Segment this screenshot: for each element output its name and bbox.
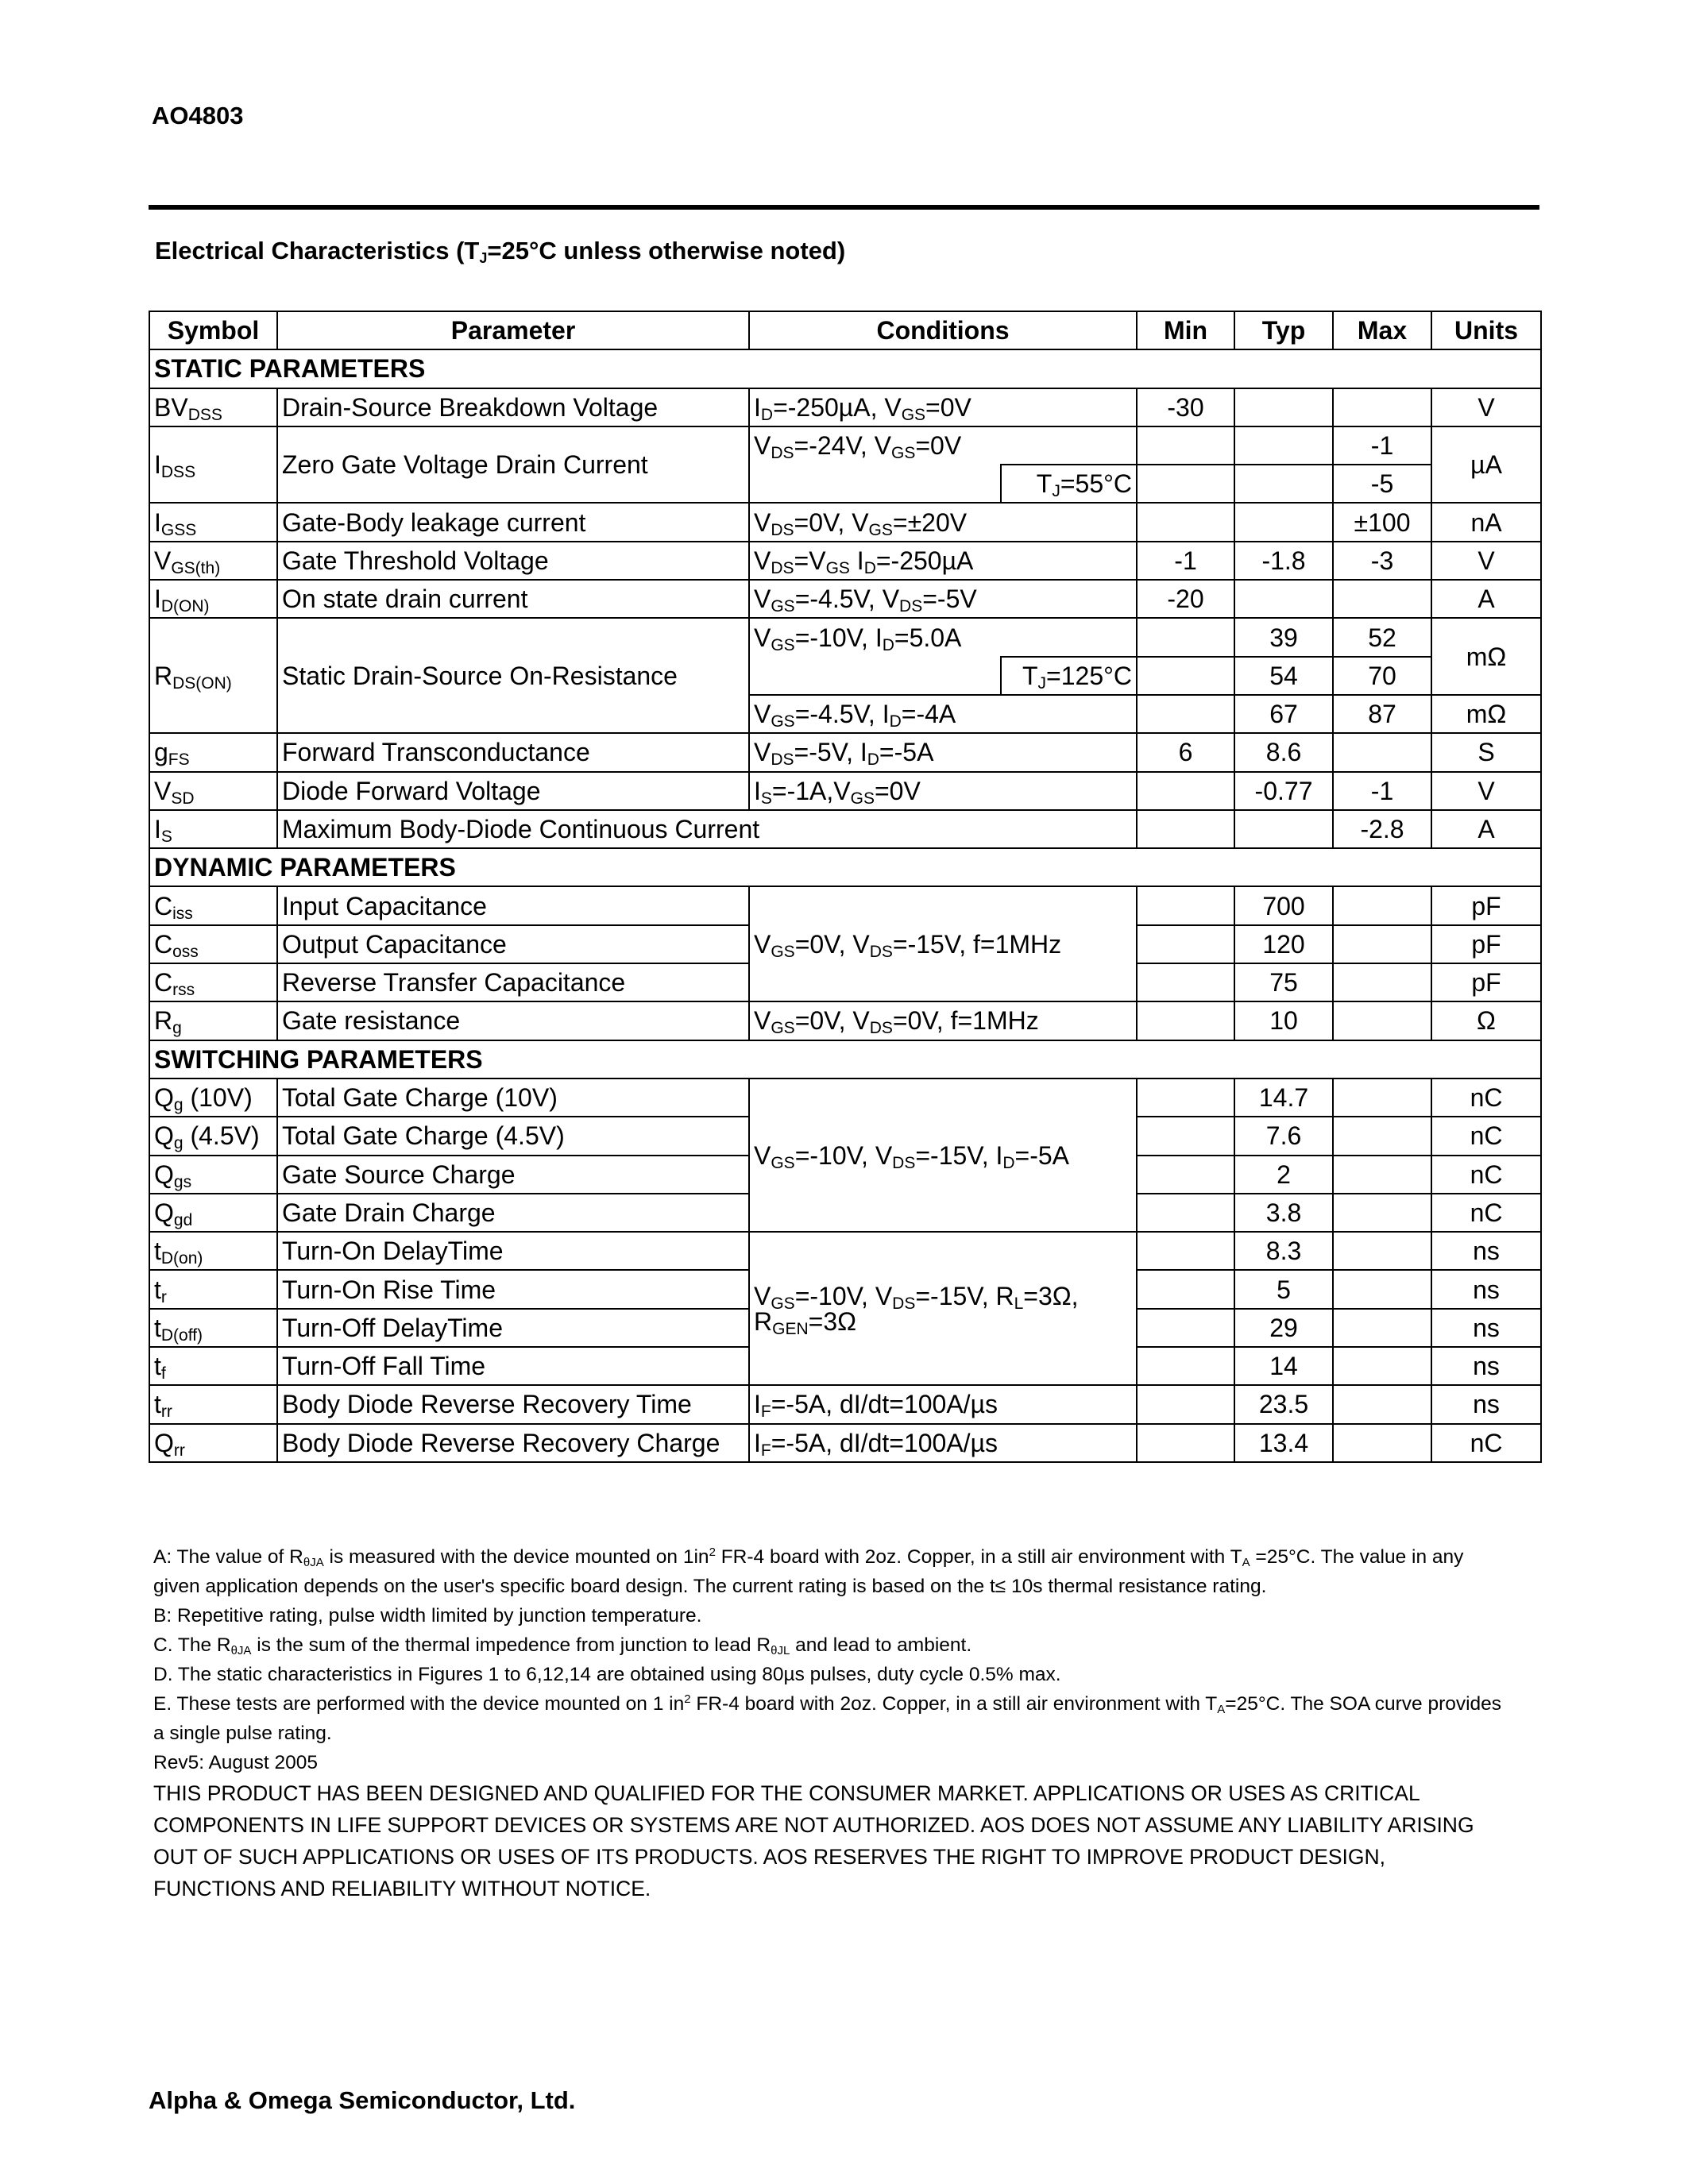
- parameter-cell: Gate Threshold Voltage: [277, 542, 749, 580]
- min-cell: [1137, 657, 1234, 695]
- table-row: [149, 772, 1541, 810]
- section-label: SWITCHING PARAMETERS: [149, 1040, 1541, 1078]
- table-header-row: [149, 311, 1541, 349]
- symbol-cell: $C_{iss}$: [149, 886, 277, 924]
- table-row: [149, 1078, 1541, 1117]
- disclaimer: THIS PRODUCT HAS BEEN DESIGNED AND QUALIFIED FOR THE CONSUMER MARKET. APPLICATIONS OR USES AS CRITICAL COMPONENTS IN LIFE SUPPORT DEVICES OR SYSTEMS ARE NOT AUTHORIZED. AOS DOES NOT ASSUME ANY LIABILITY ARISING OUT OF SUCH APPLICATIONS OR USES OF ITS PRODUCTS. AOS RESERVES THE RIGHT TO IMPROVE PRODUCT DESIGN, FUNCTIONS AND RELIABILITY WITHOUT NOTICE.: [153, 1781, 1474, 1900]
- symbol-cell: $C_{oss}$: [149, 925, 277, 963]
- parameter-cell: Forward Transconductance: [277, 733, 749, 771]
- max-cell: [1333, 886, 1431, 924]
- symbol-cell: $V_{SD}$: [149, 772, 277, 810]
- symbol-cell: $I_{DSS}$: [149, 426, 277, 504]
- units-cell: S: [1431, 733, 1541, 771]
- conditions-cell: $V_{DS}=V_{GS}$ $I_D=-250\mu A$: [749, 542, 1137, 580]
- table-row: [149, 503, 1541, 541]
- symbol-cell: $R_{DS(ON)}$: [149, 618, 277, 733]
- min-cell: [1137, 1232, 1234, 1270]
- min-cell: [1137, 503, 1234, 541]
- min-cell: [1137, 1270, 1234, 1308]
- units-cell: V: [1431, 542, 1541, 580]
- notes-block: [153, 1542, 1504, 1904]
- parameter-cell: Reverse Transfer Capacitance: [277, 963, 749, 1001]
- max-cell: 52: [1333, 618, 1431, 656]
- parameter-cell: Turn-Off DelayTime: [277, 1309, 749, 1347]
- typ-cell: 8.3: [1234, 1232, 1333, 1270]
- max-cell: [1333, 963, 1431, 1001]
- units-cell: ns: [1431, 1232, 1541, 1270]
- min-cell: [1137, 1001, 1234, 1040]
- min-cell: [1137, 1156, 1234, 1194]
- header-rule: [149, 205, 1539, 210]
- max-cell: [1333, 1309, 1431, 1347]
- electrical-characteristics-table: [149, 311, 1542, 1463]
- conditions-cell: $V_{DS}=-5V$, $I_D=-5A$: [749, 733, 1137, 771]
- min-cell: [1137, 810, 1234, 848]
- units-cell: ns: [1431, 1270, 1541, 1308]
- parameter-cell: Turn-On DelayTime: [277, 1232, 749, 1270]
- parameter-cell: Maximum Body-Diode Continuous Current: [277, 810, 1137, 848]
- min-cell: 6: [1137, 733, 1234, 771]
- conditions-spacer: [749, 465, 1001, 503]
- symbol-cell: $I_{D(ON)}$: [149, 580, 277, 618]
- col-header-max: Max: [1333, 311, 1431, 349]
- parameter-cell: Gate resistance: [277, 1001, 749, 1040]
- max-cell: [1333, 580, 1431, 618]
- typ-cell: 75: [1234, 963, 1333, 1001]
- section-row-static: [149, 349, 1541, 388]
- symbol-cell: $t_{D(on)}$: [149, 1232, 277, 1270]
- typ-cell: [1234, 426, 1333, 465]
- min-cell: -30: [1137, 388, 1234, 426]
- table-row: [149, 886, 1541, 924]
- units-cell: nC: [1431, 1117, 1541, 1155]
- part-number: AO4803: [152, 102, 244, 129]
- col-header-units: Units: [1431, 311, 1541, 349]
- symbol-cell: $BV_{DSS}$: [149, 388, 277, 426]
- col-header-symbol: Symbol: [149, 311, 277, 349]
- parameter-cell: Drain-Source Breakdown Voltage: [277, 388, 749, 426]
- min-cell: [1137, 1385, 1234, 1423]
- min-cell: [1137, 618, 1234, 656]
- parameter-cell: Body Diode Reverse Recovery Time: [277, 1385, 749, 1423]
- max-cell: [1333, 1078, 1431, 1117]
- tj-condition-cell: $T_J=55^\circ C$: [1001, 465, 1137, 503]
- units-cell: V: [1431, 772, 1541, 810]
- min-cell: [1137, 465, 1234, 503]
- typ-cell: 14: [1234, 1347, 1333, 1385]
- col-header-conditions: Conditions: [749, 311, 1137, 349]
- table-row: [149, 580, 1541, 618]
- symbol-cell: $V_{GS(th)}$: [149, 542, 277, 580]
- conditions-spacer: [749, 657, 1001, 695]
- typ-cell: -0.77: [1234, 772, 1333, 810]
- min-cell: [1137, 925, 1234, 963]
- min-cell: [1137, 695, 1234, 733]
- section-row-dynamic: [149, 848, 1541, 886]
- symbol-cell: $t_r$: [149, 1270, 277, 1308]
- min-cell: [1137, 886, 1234, 924]
- typ-cell: 23.5: [1234, 1385, 1333, 1423]
- symbol-cell: $C_{rss}$: [149, 963, 277, 1001]
- units-cell: ns: [1431, 1385, 1541, 1423]
- typ-cell: [1234, 465, 1333, 503]
- units-cell: nC: [1431, 1424, 1541, 1462]
- table-row: [149, 1232, 1541, 1270]
- max-cell: [1333, 1001, 1431, 1040]
- table-row: [149, 810, 1541, 848]
- max-cell: -5: [1333, 465, 1431, 503]
- note-a: A: The value of $R_{\theta JA}$ is measured with the device mounted on $1in^2$ FR-4 board with 2oz. Copper, in a still air environment with $T_A =25^\circ C$. The value in any given application depends on the user's specific board design. The current rating is based on the t≤ 10s thermal resistance rating.: [153, 1545, 1464, 1597]
- max-cell: [1333, 388, 1431, 426]
- units-cell: nC: [1431, 1078, 1541, 1117]
- typ-cell: 8.6: [1234, 733, 1333, 771]
- symbol-cell: $g_{FS}$: [149, 733, 277, 771]
- parameter-cell: Total Gate Charge (4.5V): [277, 1117, 749, 1155]
- revision: Rev5: August 2005: [153, 1752, 319, 1773]
- parameter-cell: Gate Source Charge: [277, 1156, 749, 1194]
- conditions-cell: $V_{GS}=-10V$, $V_{DS}=-15V$, $R_L=3\Omega$, $R_{GEN}=3\Omega$: [749, 1232, 1137, 1385]
- symbol-cell: $Q_{rr}$: [149, 1424, 277, 1462]
- typ-cell: 5: [1234, 1270, 1333, 1308]
- table-row: [149, 542, 1541, 580]
- symbol-cell: $Q_g$ (10V): [149, 1078, 277, 1117]
- section-label: STATIC PARAMETERS: [149, 349, 1541, 388]
- parameter-cell: Zero Gate Voltage Drain Current: [277, 426, 749, 504]
- parameter-cell: On state drain current: [277, 580, 749, 618]
- max-cell: [1333, 1156, 1431, 1194]
- max-cell: [1333, 1117, 1431, 1155]
- symbol-cell: $t_{D(off)}$: [149, 1309, 277, 1347]
- col-header-typ: Typ: [1234, 311, 1333, 349]
- col-header-parameter: Parameter: [277, 311, 749, 349]
- parameter-cell: Input Capacitance: [277, 886, 749, 924]
- table-row: [149, 733, 1541, 771]
- parameter-cell: Gate-Body leakage current: [277, 503, 749, 541]
- conditions-cell: $V_{GS}=0V$, $V_{DS}=0V$, f=1MHz: [749, 1001, 1137, 1040]
- table-row: [149, 618, 1541, 656]
- parameter-cell: Turn-On Rise Time: [277, 1270, 749, 1308]
- conditions-cell: $V_{GS}=0V$, $V_{DS}=-15V$, f=1MHz: [749, 886, 1137, 1001]
- table-row: [149, 1424, 1541, 1462]
- typ-cell: 7.6: [1234, 1117, 1333, 1155]
- section-row-switching: [149, 1040, 1541, 1078]
- typ-cell: -1.8: [1234, 542, 1333, 580]
- symbol-cell: $Q_g$ (4.5V): [149, 1117, 277, 1155]
- units-cell: pF: [1431, 886, 1541, 924]
- max-cell: [1333, 1270, 1431, 1308]
- min-cell: [1137, 1347, 1234, 1385]
- table-row: [149, 388, 1541, 426]
- units-cell: nC: [1431, 1194, 1541, 1232]
- units-cell: mΩ: [1431, 618, 1541, 695]
- parameter-cell: Total Gate Charge (10V): [277, 1078, 749, 1117]
- units-cell: pF: [1431, 925, 1541, 963]
- conditions-cell: $V_{GS}=-4.5V$, $I_D=-4A$: [749, 695, 1137, 733]
- symbol-cell: $Q_{gd}$: [149, 1194, 277, 1232]
- typ-cell: [1234, 810, 1333, 848]
- conditions-cell: $I_D=-250\mu A$, $V_{GS}=0V$: [749, 388, 1137, 426]
- note-c: C. The $R_{\theta JA}$ is the sum of the thermal impedence from junction to lead $R_{\theta JL}$ and lead to ambient.: [153, 1634, 972, 1657]
- symbol-cell: $I_S$: [149, 810, 277, 848]
- symbol-cell: $t_{rr}$: [149, 1385, 277, 1423]
- max-cell: -3: [1333, 542, 1431, 580]
- typ-cell: [1234, 388, 1333, 426]
- table-row: [149, 426, 1541, 465]
- table-row: [149, 1001, 1541, 1040]
- typ-cell: 700: [1234, 886, 1333, 924]
- max-cell: [1333, 733, 1431, 771]
- max-cell: [1333, 1194, 1431, 1232]
- note-d: D. The static characteristics in Figures 1 to 6,12,14 are obtained using 80µs pulses, duty cycle 0.5% max.: [153, 1664, 1061, 1685]
- note-e: E. These tests are performed with the device mounted on 1 $in^2$ FR-4 board with 2oz. Copper, in a still air environment with $T_A=25^\circ C$. The SOA curve provides a single pulse rating.: [153, 1692, 1502, 1744]
- min-cell: [1137, 963, 1234, 1001]
- units-cell: ns: [1431, 1309, 1541, 1347]
- units-cell: A: [1431, 580, 1541, 618]
- note-b: B: Repetitive rating, pulse width limited by junction temperature.: [153, 1605, 702, 1626]
- typ-cell: 13.4: [1234, 1424, 1333, 1462]
- section-title: Electrical Characteristics ($T_J=25^\circ C$ unless otherwise noted): [155, 237, 846, 266]
- max-cell: -1: [1333, 426, 1431, 465]
- typ-cell: 39: [1234, 618, 1333, 656]
- conditions-cell: $I_S=-1A,V_{GS}=0V$: [749, 772, 1137, 810]
- units-cell: V: [1431, 388, 1541, 426]
- min-cell: [1137, 426, 1234, 465]
- max-cell: [1333, 1232, 1431, 1270]
- units-cell: µA: [1431, 426, 1541, 504]
- parameter-cell: Output Capacitance: [277, 925, 749, 963]
- conditions-cell: $I_F=-5A$, dI/dt=100A/µs: [749, 1385, 1137, 1423]
- typ-cell: [1234, 580, 1333, 618]
- conditions-cell: $V_{GS}=-10V$, $I_D=5.0A$: [749, 618, 1137, 656]
- parameter-cell: Turn-Off Fall Time: [277, 1347, 749, 1385]
- conditions-cell: $V_{GS}=-4.5V$, $V_{DS}=-5V$: [749, 580, 1137, 618]
- typ-cell: 29: [1234, 1309, 1333, 1347]
- units-cell: A: [1431, 810, 1541, 848]
- typ-cell: 120: [1234, 925, 1333, 963]
- typ-cell: 14.7: [1234, 1078, 1333, 1117]
- units-cell: nC: [1431, 1156, 1541, 1194]
- min-cell: [1137, 1309, 1234, 1347]
- max-cell: ±100: [1333, 503, 1431, 541]
- max-cell: [1333, 1385, 1431, 1423]
- min-cell: -1: [1137, 542, 1234, 580]
- parameter-cell: Body Diode Reverse Recovery Charge: [277, 1424, 749, 1462]
- units-cell: nA: [1431, 503, 1541, 541]
- typ-cell: 10: [1234, 1001, 1333, 1040]
- min-cell: [1137, 772, 1234, 810]
- units-cell: Ω: [1431, 1001, 1541, 1040]
- min-cell: [1137, 1194, 1234, 1232]
- min-cell: -20: [1137, 580, 1234, 618]
- units-cell: mΩ: [1431, 695, 1541, 733]
- typ-cell: [1234, 503, 1333, 541]
- section-label: DYNAMIC PARAMETERS: [149, 848, 1541, 886]
- max-cell: -1: [1333, 772, 1431, 810]
- max-cell: 87: [1333, 695, 1431, 733]
- symbol-cell: $t_f$: [149, 1347, 277, 1385]
- symbol-cell: $Q_{gs}$: [149, 1156, 277, 1194]
- symbol-cell: $I_{GSS}$: [149, 503, 277, 541]
- parameter-cell: Static Drain-Source On-Resistance: [277, 618, 749, 733]
- max-cell: -2.8: [1333, 810, 1431, 848]
- min-cell: [1137, 1117, 1234, 1155]
- units-cell: pF: [1431, 963, 1541, 1001]
- typ-cell: 3.8: [1234, 1194, 1333, 1232]
- max-cell: [1333, 925, 1431, 963]
- parameter-cell: Gate Drain Charge: [277, 1194, 749, 1232]
- conditions-cell: $V_{DS}=0V$, $V_{GS}=\pm 20V$: [749, 503, 1137, 541]
- typ-cell: 2: [1234, 1156, 1333, 1194]
- tj-condition-cell: $T_J=125^\circ C$: [1001, 657, 1137, 695]
- max-cell: [1333, 1347, 1431, 1385]
- table-row: [149, 1385, 1541, 1423]
- conditions-cell: $I_F=-5A$, dI/dt=100A/µs: [749, 1424, 1137, 1462]
- col-header-min: Min: [1137, 311, 1234, 349]
- max-cell: [1333, 1424, 1431, 1462]
- typ-cell: 54: [1234, 657, 1333, 695]
- parameter-cell: Diode Forward Voltage: [277, 772, 749, 810]
- units-cell: ns: [1431, 1347, 1541, 1385]
- min-cell: [1137, 1424, 1234, 1462]
- conditions-cell: $V_{GS}=-10V$, $V_{DS}=-15V$, $I_D=-5A$: [749, 1078, 1137, 1232]
- max-cell: 70: [1333, 657, 1431, 695]
- min-cell: [1137, 1078, 1234, 1117]
- company-name: Alpha & Omega Semiconductor, Ltd.: [149, 2086, 576, 2114]
- symbol-cell: $R_g$: [149, 1001, 277, 1040]
- conditions-cell: $V_{DS}=-24V$, $V_{GS}=0V$: [749, 426, 1137, 465]
- typ-cell: 67: [1234, 695, 1333, 733]
